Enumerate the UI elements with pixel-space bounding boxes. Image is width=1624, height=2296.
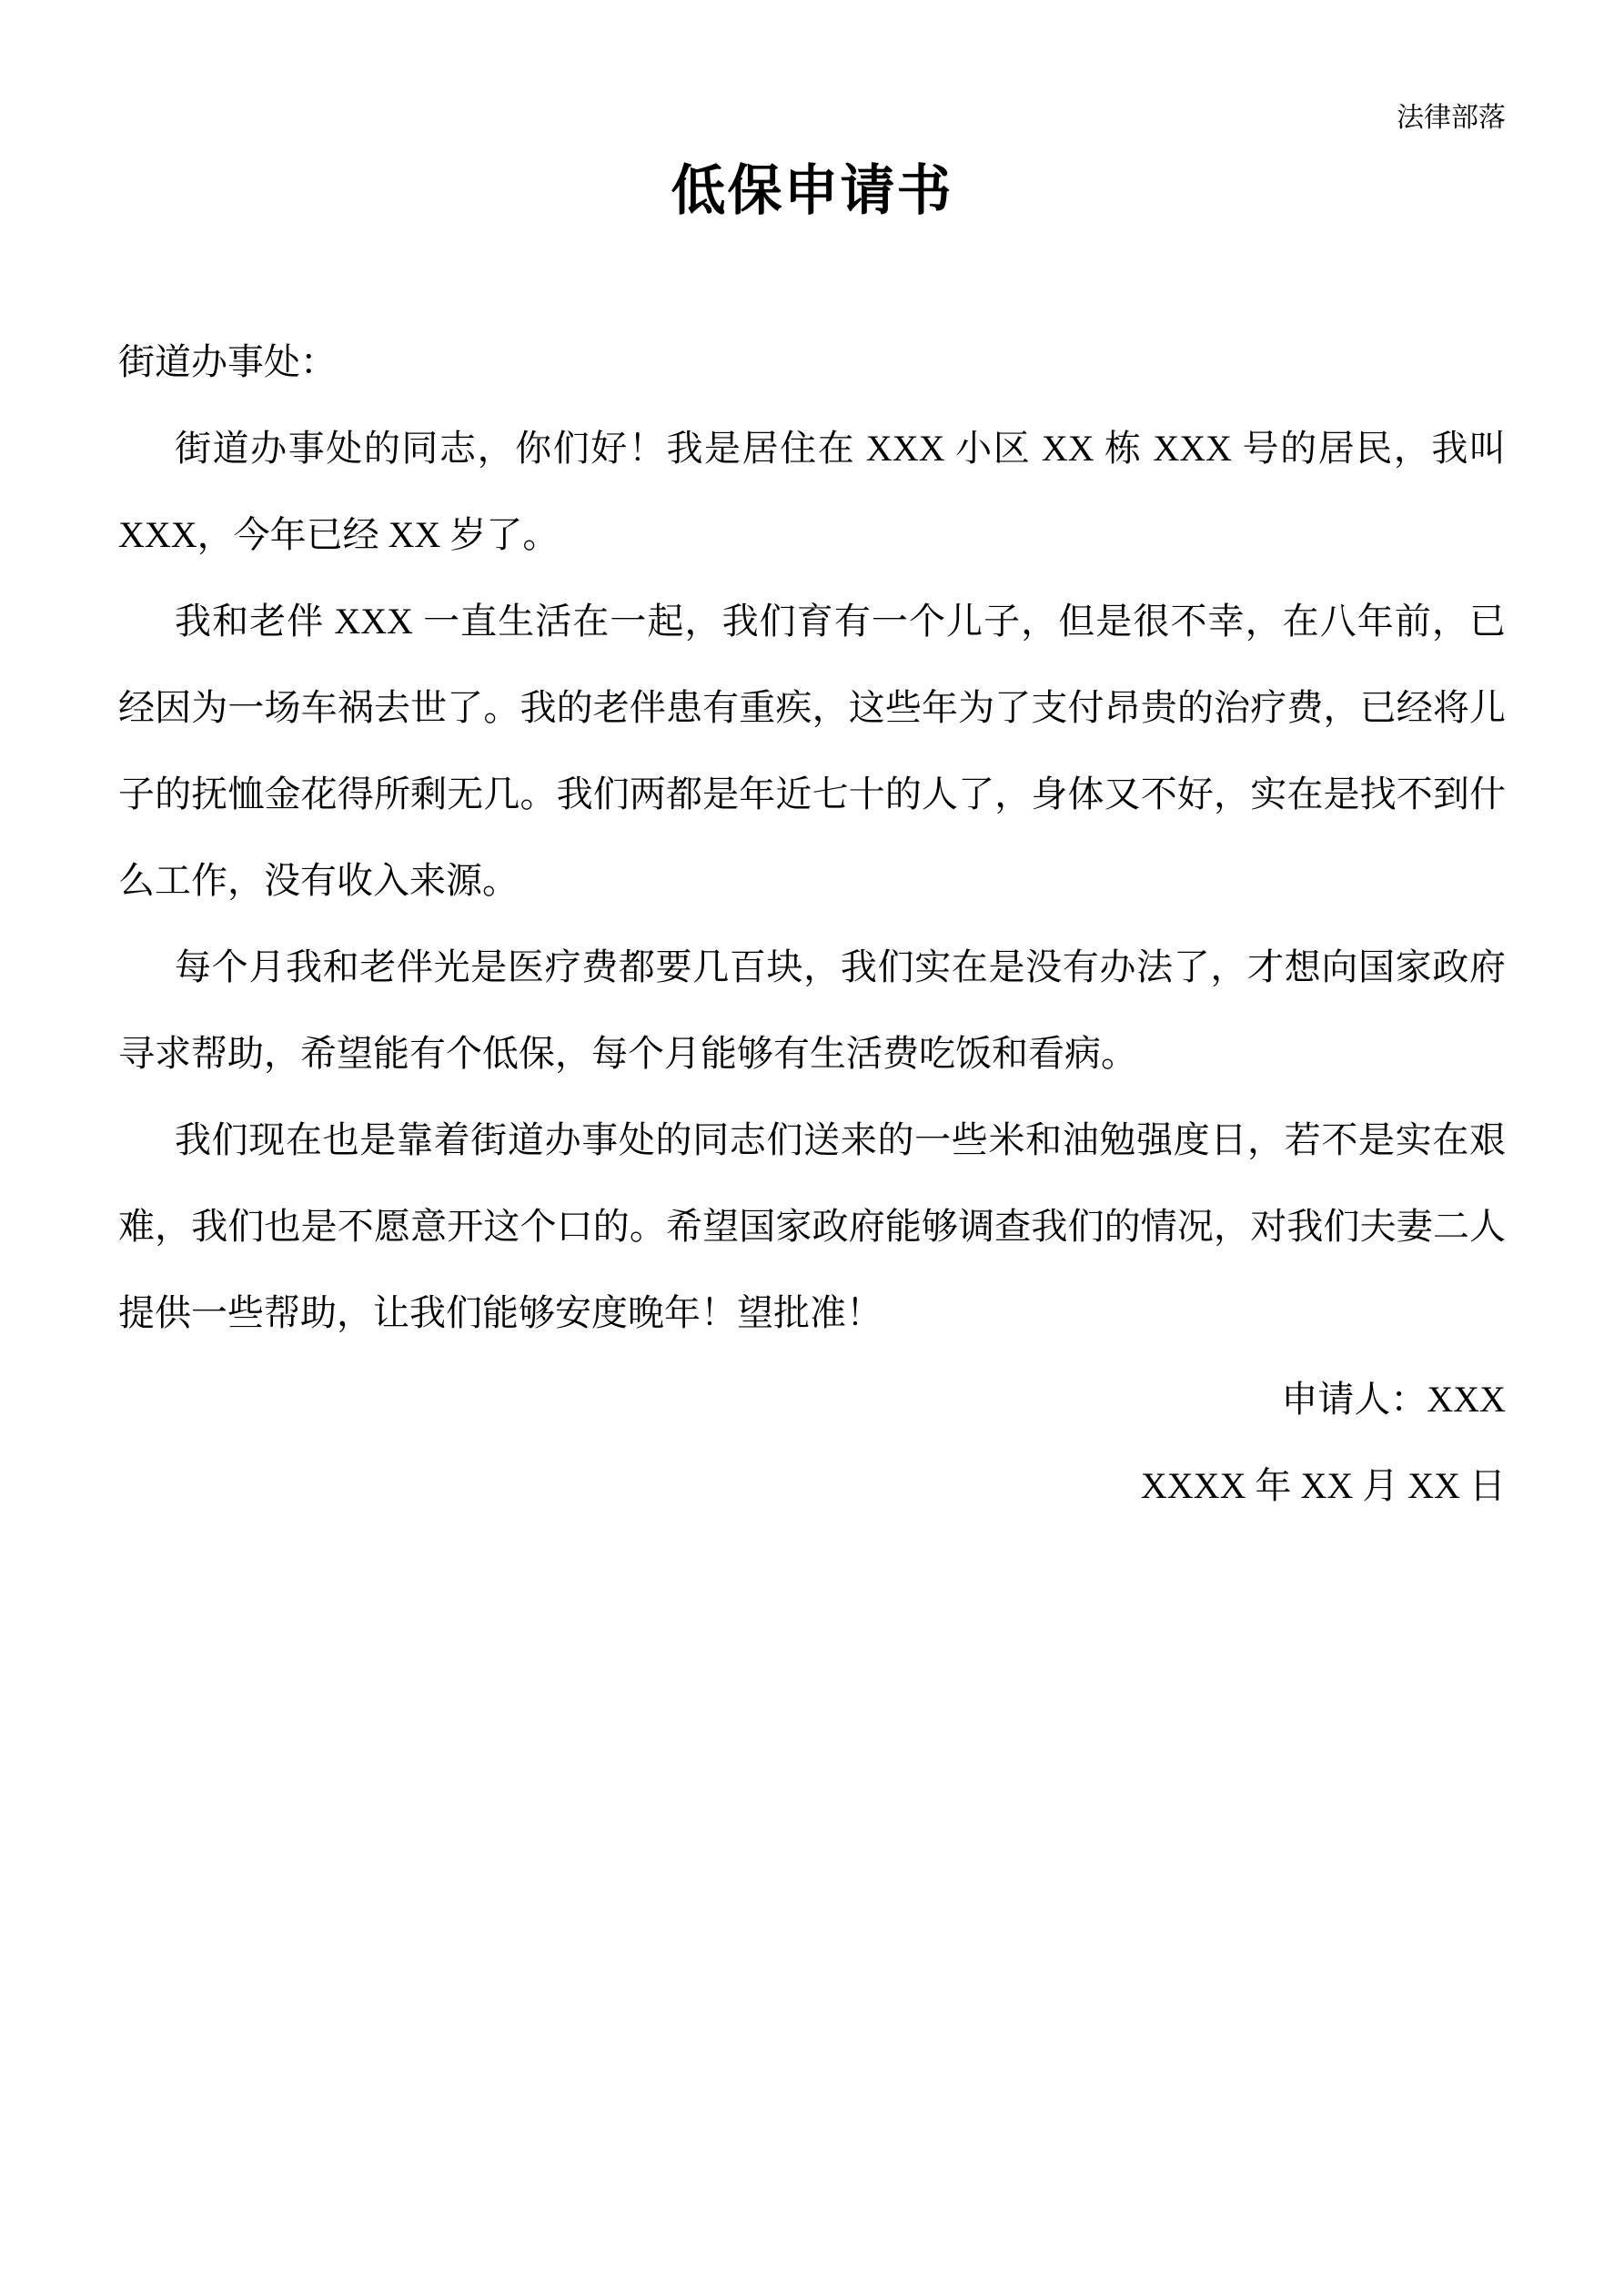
body-paragraph-4: 我们现在也是靠着街道办事处的同志们送来的一些米和油勉强度日，若不是实在艰难，我们也是不愿意开这个口的。希望国家政府能够调查我们的情况，对我们夫妻二人提供一些帮助，让我们能够安度晚年！望批准！ xyxy=(118,1119,1506,1333)
application-date: XXXX 年 XX 月 XX 日 xyxy=(1140,1465,1506,1506)
page-title: 低保申请书 xyxy=(671,161,953,221)
brand-watermark: 法律部落 xyxy=(1397,103,1506,133)
body-paragraph-2: 我和老伴 XXX 一直生活在一起，我们育有一个儿子，但是很不幸，在八年前，已经因为一场车祸去世了。我的老伴患有重疾，这些年为了支付昂贵的治疗费，已经将儿子的抚恤金花得所剩无几。我们两都是年近七十的人了，身体又不好，实在是找不到什么工作，没有收入来源。 xyxy=(118,601,1506,901)
body-paragraph-3: 每个月我和老伴光是医疗费都要几百块，我们实在是没有办法了，才想向国家政府寻求帮助，希望能有个低保，每个月能够有生活费吃饭和看病。 xyxy=(118,946,1506,1074)
salutation-line: 街道办事处： xyxy=(118,341,337,382)
body-paragraph-1: 街道办事处的同志，你们好！我是居住在 XXX 小区 XX 栋 XXX 号的居民，我叫 XXX，今年已经 XX 岁了。 xyxy=(118,428,1506,555)
applicant-signature: 申请人：XXX xyxy=(1281,1379,1506,1420)
